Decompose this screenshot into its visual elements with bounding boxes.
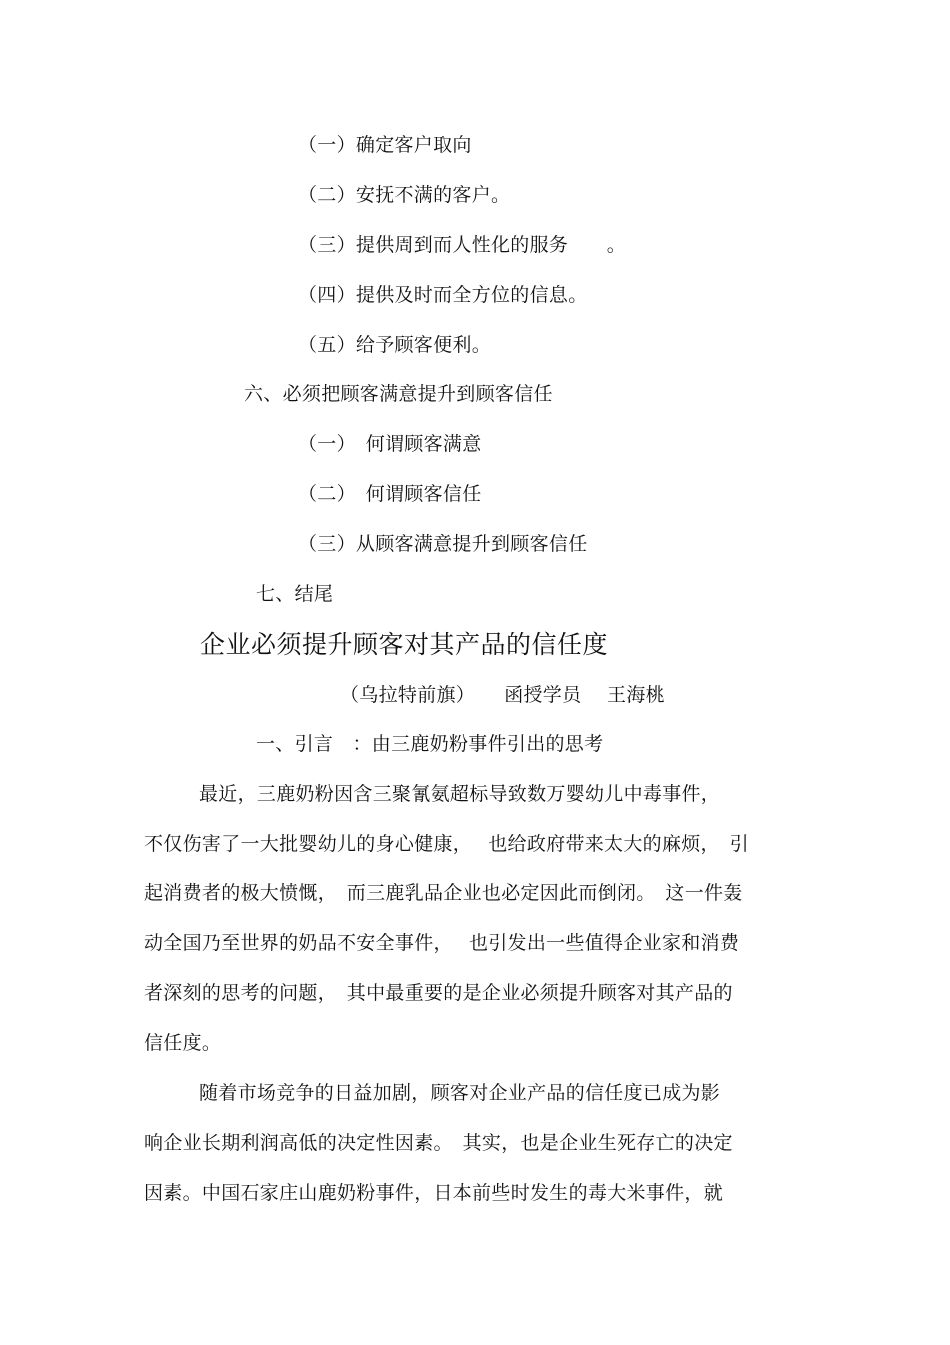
paragraph-line: 信任度。 [144, 1032, 222, 1054]
outline-item-6-3: （三）从顾客满意提升到顾客信任 [298, 533, 588, 555]
paragraph-line: 响企业长期利润高低的决定性因素。 其实，也是企业生死存亡的决定 [144, 1132, 733, 1154]
paragraph-line: 不仅伤害了一大批婴幼儿的身心健康， 也给政府带来太大的麻烦， 引 [144, 833, 749, 855]
outline-item-5-1: （一）确定客户取向 [298, 134, 472, 156]
article-byline: （乌拉特前旗） 函授学员 王海桃 [340, 684, 665, 706]
paragraph-line: 者深刻的思考的问题， 其中最重要的是企业必须提升顾客对其产品的 [144, 982, 733, 1004]
outline-item-5-5: （五）给予顾客便利。 [298, 334, 492, 356]
outline-section-6-heading: 六、必须把顾客满意提升到顾客信任 [244, 383, 553, 405]
paragraph-line: 动全国乃至世界的奶品不安全事件， 也引发出一些值得企业家和消费 [144, 932, 740, 954]
paragraph-line: 因素。中国石家庄山鹿奶粉事件，日本前些时发生的毒大米事件，就 [144, 1182, 724, 1204]
article-section-1-heading: 一、引言 ：由三鹿奶粉事件引出的思考 [256, 733, 604, 755]
paragraph-line: 最近，三鹿奶粉因含三聚氰氨超标导致数万婴幼儿中毒事件， [199, 783, 721, 805]
outline-item-5-4: （四）提供及时而全方位的信息。 [298, 284, 588, 306]
outline-item-6-2: （二） 何谓顾客信任 [298, 483, 482, 505]
outline-section-7-heading: 七、结尾 [256, 583, 334, 605]
paragraph-line: 随着市场竞争的日益加剧，顾客对企业产品的信任度已成为影 [199, 1082, 721, 1104]
outline-item-5-2: （二）安抚不满的客户。 [298, 184, 511, 206]
outline-item-6-1: （一） 何谓顾客满意 [298, 433, 482, 455]
outline-item-5-3: （三）提供周到而人性化的服务 。 [298, 234, 627, 256]
article-title: 企业必须提升顾客对其产品的信任度 [200, 630, 609, 659]
paragraph-line: 起消费者的极大愤慨， 而三鹿乳品企业也必定因此而倒闭。 这一件轰 [144, 882, 743, 904]
